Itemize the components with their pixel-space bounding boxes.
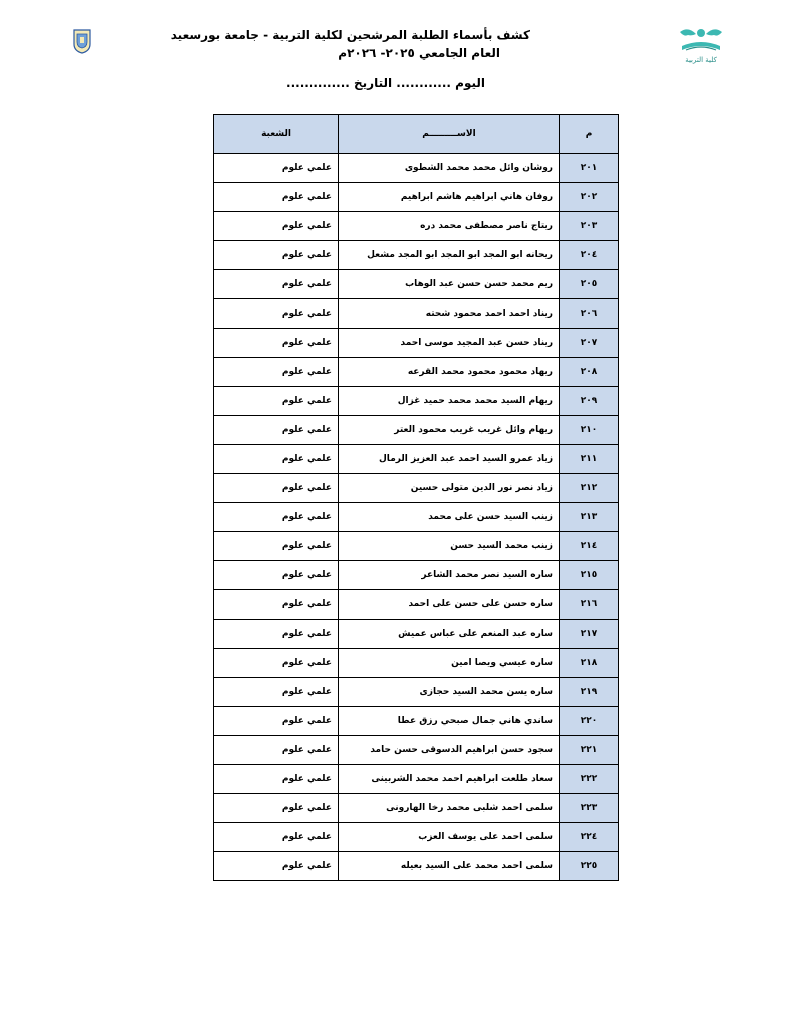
row-number: ٢١٩	[560, 677, 619, 706]
student-name: ريهام السيد محمد محمد حميد غزال	[339, 386, 560, 415]
student-name: ريم محمد حسن حسن عبد الوهاب	[339, 270, 560, 299]
student-name: ساره عبد المنعم على عباس عميش	[339, 619, 560, 648]
row-number: ٢١٣	[560, 503, 619, 532]
student-department: علمي علوم	[214, 590, 339, 619]
student-department: علمي علوم	[214, 299, 339, 328]
table-row	[214, 706, 619, 735]
header-number: م	[560, 115, 619, 154]
row-number: ٢٠٣	[560, 212, 619, 241]
student-name: ساندي هاني جمال صبحي رزق عطا	[339, 706, 560, 735]
row-number: ٢٢٥	[560, 852, 619, 881]
svg-text:كلية التربية: كلية التربية	[685, 56, 717, 64]
row-number: ٢١٧	[560, 619, 619, 648]
student-department: علمي علوم	[214, 561, 339, 590]
table-row	[214, 823, 619, 852]
student-name: سعاد طلعت ابراهيم احمد محمد الشربينى	[339, 764, 560, 793]
row-number: ٢٢٢	[560, 764, 619, 793]
table-row	[214, 357, 619, 386]
student-name: سلمى احمد محمد على السيد بعيله	[339, 852, 560, 881]
row-number: ٢١٠	[560, 415, 619, 444]
table-row	[214, 852, 619, 881]
table-row	[214, 474, 619, 503]
document-title: كشف بأسماء الطلبة المرشحين لكلية التربية - جامعة بورسعيد	[170, 28, 530, 42]
row-number: ٢١٥	[560, 561, 619, 590]
student-department: علمي علوم	[214, 386, 339, 415]
student-department: علمي علوم	[214, 270, 339, 299]
student-name: زياد نصر نور الدين متولى حسين	[339, 474, 560, 503]
row-number: ٢٠٦	[560, 299, 619, 328]
table-row	[214, 328, 619, 357]
student-department: علمي علوم	[214, 677, 339, 706]
row-number: ٢١٤	[560, 532, 619, 561]
student-department: علمي علوم	[214, 328, 339, 357]
row-number: ٢٢١	[560, 735, 619, 764]
student-name: ريتاج ناصر مصطفى محمد دره	[339, 212, 560, 241]
header-department: الشعبة	[214, 115, 339, 154]
student-name: ساره السيد نصر محمد الشاعر	[339, 561, 560, 590]
student-department: علمي علوم	[214, 474, 339, 503]
student-department: علمي علوم	[214, 241, 339, 270]
academic-year: العام الجامعي ٢٠٢٥- ٢٠٢٦م	[338, 46, 500, 60]
faculty-logo-icon	[674, 24, 728, 68]
day-date-line: اليوم ............ التاريخ ..............	[286, 76, 485, 90]
student-name: سلمى احمد على يوسف العزب	[339, 823, 560, 852]
row-number: ٢٠٥	[560, 270, 619, 299]
student-department: علمي علوم	[214, 794, 339, 823]
table-row	[214, 241, 619, 270]
student-name: سجود حسن ابراهيم الدسوقى حسن حامد	[339, 735, 560, 764]
student-name: زينب السيد حسن على محمد	[339, 503, 560, 532]
row-number: ٢٠٤	[560, 241, 619, 270]
student-department: علمي علوم	[214, 823, 339, 852]
student-department: علمي علوم	[214, 154, 339, 183]
student-department: علمي علوم	[214, 852, 339, 881]
table-row	[214, 415, 619, 444]
row-number: ٢٠١	[560, 154, 619, 183]
student-department: علمي علوم	[214, 648, 339, 677]
university-seal-icon	[72, 28, 92, 54]
table-row	[214, 764, 619, 793]
student-roster-table	[213, 114, 619, 881]
table-body	[214, 154, 619, 881]
student-department: علمي علوم	[214, 444, 339, 473]
student-name: ريهاد محمود محمود محمد القرعه	[339, 357, 560, 386]
table-row	[214, 299, 619, 328]
table-row	[214, 619, 619, 648]
student-name: زياد عمرو السيد احمد عبد العزيز الرمال	[339, 444, 560, 473]
student-department: علمي علوم	[214, 532, 339, 561]
table-row	[214, 444, 619, 473]
student-name: سلمى احمد شلبى محمد رخا الهارونى	[339, 794, 560, 823]
row-number: ٢٠٩	[560, 386, 619, 415]
header-name: الاســـــــــم	[339, 115, 560, 154]
row-number: ٢٢٠	[560, 706, 619, 735]
table-row	[214, 270, 619, 299]
student-department: علمي علوم	[214, 619, 339, 648]
row-number: ٢٠٢	[560, 183, 619, 212]
student-department: علمي علوم	[214, 183, 339, 212]
student-name: ريهام وائل غريب غريب محمود العتر	[339, 415, 560, 444]
row-number: ٢٠٨	[560, 357, 619, 386]
table-row	[214, 648, 619, 677]
table-row	[214, 735, 619, 764]
row-number: ٢١٢	[560, 474, 619, 503]
table-row	[214, 503, 619, 532]
table-row	[214, 212, 619, 241]
table-row	[214, 386, 619, 415]
table-row	[214, 532, 619, 561]
table-row	[214, 590, 619, 619]
table-row	[214, 183, 619, 212]
table-row	[214, 154, 619, 183]
student-name: ريحانه ابو المجد ابو المجد ابو المجد مشعل	[339, 241, 560, 270]
student-department: علمي علوم	[214, 212, 339, 241]
student-department: علمي علوم	[214, 415, 339, 444]
table-row	[214, 561, 619, 590]
student-name: ساره حسن على حسن على احمد	[339, 590, 560, 619]
table-row	[214, 677, 619, 706]
row-number: ٢٠٧	[560, 328, 619, 357]
table-row	[214, 794, 619, 823]
student-name: زينب محمد السيد حسن	[339, 532, 560, 561]
row-number: ٢٢٣	[560, 794, 619, 823]
student-department: علمي علوم	[214, 735, 339, 764]
student-name: ساره عيسي ويصا امين	[339, 648, 560, 677]
student-name: ريناد حسن عبد المجيد موسى احمد	[339, 328, 560, 357]
student-department: علمي علوم	[214, 357, 339, 386]
row-number: ٢١٨	[560, 648, 619, 677]
student-department: علمي علوم	[214, 706, 339, 735]
row-number: ٢٢٤	[560, 823, 619, 852]
row-number: ٢١١	[560, 444, 619, 473]
student-name: روفان هاني ابراهيم هاشم ابراهيم	[339, 183, 560, 212]
student-name: روشان وائل محمد محمد الشطوى	[339, 154, 560, 183]
table-header-row	[214, 115, 619, 154]
row-number: ٢١٦	[560, 590, 619, 619]
student-department: علمي علوم	[214, 503, 339, 532]
student-name: ساره يسن محمد السيد حجازى	[339, 677, 560, 706]
student-department: علمي علوم	[214, 764, 339, 793]
document-header	[170, 26, 530, 62]
student-name: ريناد احمد احمد محمود شحته	[339, 299, 560, 328]
